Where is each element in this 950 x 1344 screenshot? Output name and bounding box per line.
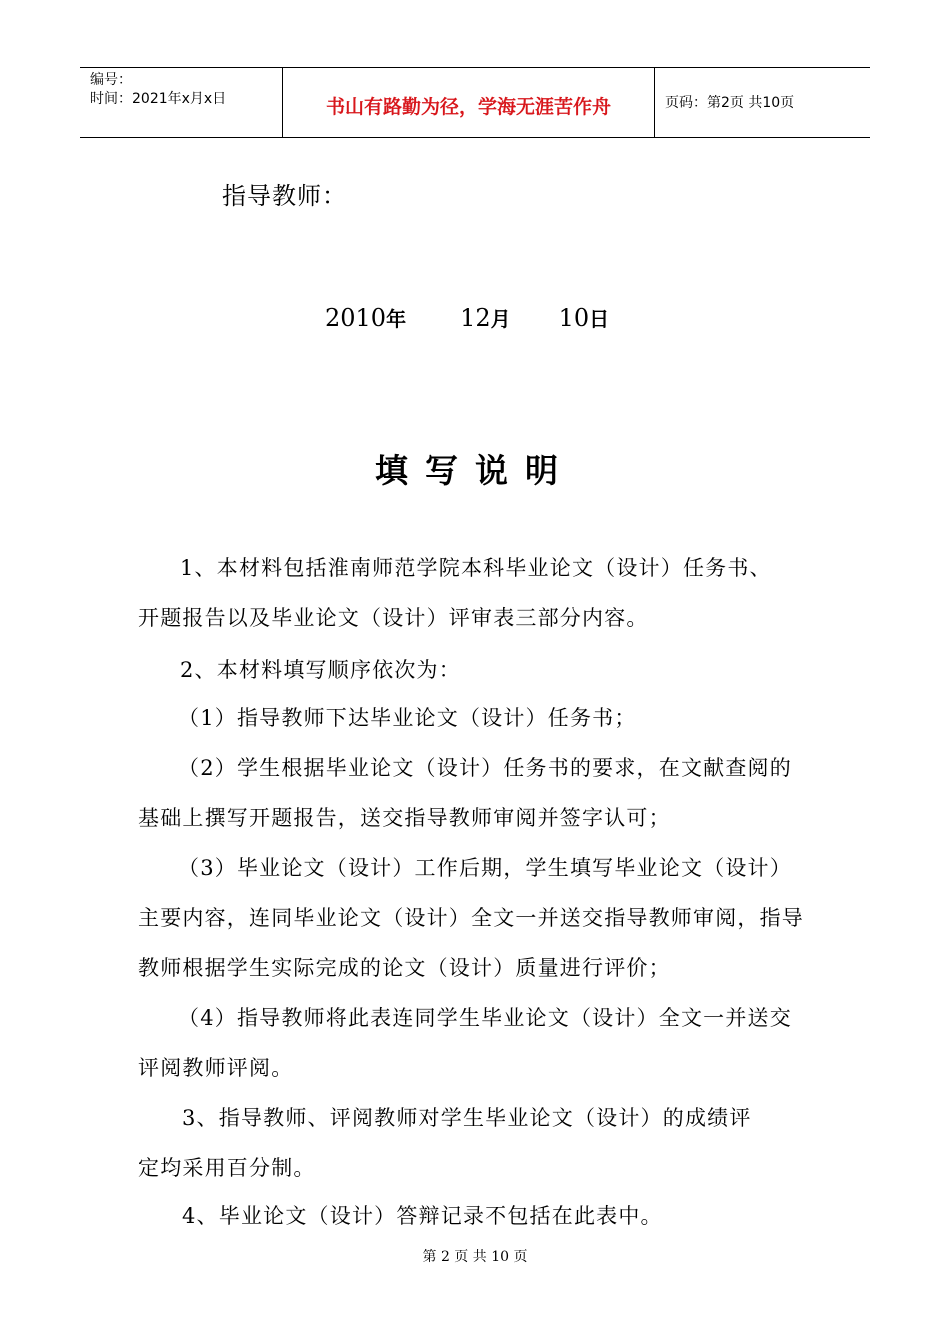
body-line: 2、本材料填写顺序依次为： [180,658,461,682]
body-line: （3）毕业论文（设计）工作后期，学生填写毕业论文（设计） [178,856,792,880]
header-motto-cell [283,68,655,137]
body-line: 3、指导教师、评阅教师对学生毕业论文（设计）的成绩评 [182,1106,752,1130]
document-time-label: 时间：2021年x月x日 [90,91,227,107]
body-line: 开题报告以及毕业论文（设计）评审表三部分内容。 [138,606,649,630]
header-page-cell [655,68,870,137]
body-line: 定均采用百分制。 [138,1156,316,1180]
body-line: 教师根据学生实际完成的论文（设计）质量进行评价； [138,956,671,980]
body-line: 主要内容，连同毕业论文（设计）全文一并送交指导教师审阅，指导 [138,906,804,930]
date-year-unit: 年 [386,307,407,331]
header-motto: 书山有路勤为径，学海无涯苦作舟 [325,96,611,118]
body-line: 基础上撰写开题报告，送交指导教师审阅并签字认可； [138,806,671,830]
advisor-label: 指导教师： [222,182,347,210]
body-line: 4、毕业论文（设计）答辩记录不包括在此表中。 [182,1204,663,1228]
header-meta-cell [80,68,283,137]
date-month-unit: 月 [490,307,511,331]
body-line: 评阅教师评阅。 [138,1056,294,1080]
date-day: 10 [558,304,590,332]
body-line: （4）指导教师将此表连同学生毕业论文（设计）全文一并送交 [178,1006,792,1030]
section-title: 填写说明 [375,451,575,490]
page-footer: 第 2 页 共 10 页 [422,1249,528,1265]
date-year: 2010 [325,304,387,332]
date-day-unit: 日 [589,307,610,331]
body-line: 1、本材料包括淮南师范学院本科毕业论文（设计）任务书、 [180,556,772,580]
body-line: （1）指导教师下达毕业论文（设计）任务书； [178,706,637,730]
header-page-info: 页码：第2页 共10页 [665,95,795,111]
page-header [80,67,870,138]
date-month: 12 [460,304,491,332]
date-line [325,303,609,332]
document-number-label: 编号： [90,72,132,88]
body-line: （2）学生根据毕业论文（设计）任务书的要求，在文献查阅的 [178,756,792,780]
